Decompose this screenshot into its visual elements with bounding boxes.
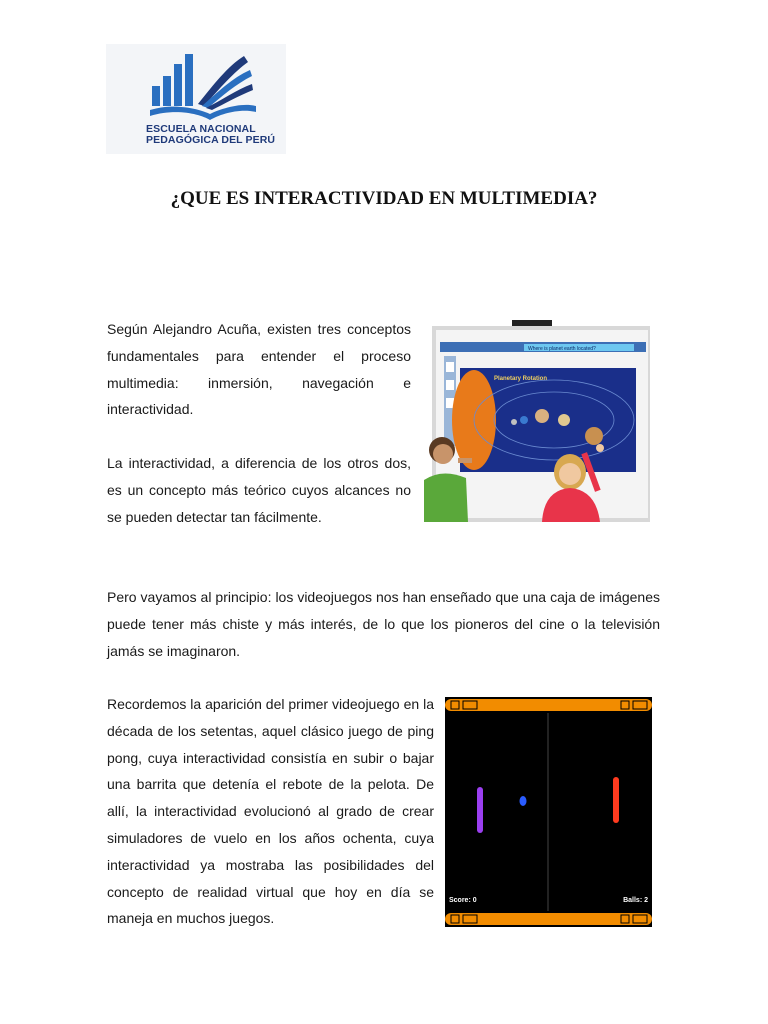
- school-logo: [106, 44, 286, 154]
- pong-left-paddle: [477, 787, 483, 833]
- book-bars-icon: [106, 44, 286, 124]
- whiteboard-illustration: [424, 320, 652, 522]
- paragraph-3: Pero vayamos al principio: los videojuegos nos han enseñado que una caja de imágenes puede tener más chiste y más interés, de lo que los pioneros del cine o la televisión jamás se imaginaron.: [107, 589, 660, 659]
- logo-text-line2: PEDAGÓGICA DEL PERÚ: [146, 134, 276, 146]
- logo-text-line1: ESCUELA NACIONAL: [146, 123, 256, 135]
- board-screen-title: Planetary Rotation: [494, 376, 548, 382]
- paragraph-4: Recordemos la aparición del primer videojuego en la década de los setentas, aquel clásico juego de ping pong, cuya interactividad consistía en subir o bajar una barrita que detenía el rebote de la pelota. De allí, la interactividad evolucionó al grado de crear simuladores de vuelo en los años ochenta, cuya interactividad ya mostraba las posibilidades del concepto de realidad virtual que hoy en día se maneja en muchos juegos.: [107, 696, 434, 927]
- pong-illustration: [445, 697, 652, 927]
- paragraph-1: Según Alejandro Acuña, existen tres conceptos fundamentales para entender el proceso multimedia: inmersión, navegación e interactividad.: [107, 321, 411, 418]
- pong-ball: [520, 796, 527, 806]
- pong-score-label: Score: 0: [449, 897, 477, 904]
- paragraph-2: La interactividad, a diferencia de los otros dos, es un concepto más teórico cuyos alcances no se pueden detectar tan fácilmente.: [107, 455, 411, 525]
- page-title: ¿QUE ES INTERACTIVIDAD EN MULTIMEDIA?: [170, 188, 598, 209]
- pong-balls-label: Balls: 2: [623, 897, 648, 904]
- board-bar-text: Where is planet earth located?: [528, 346, 596, 352]
- whiteboard-image: [424, 320, 652, 522]
- pong-game-image: [445, 697, 652, 927]
- pong-right-paddle: [613, 777, 619, 823]
